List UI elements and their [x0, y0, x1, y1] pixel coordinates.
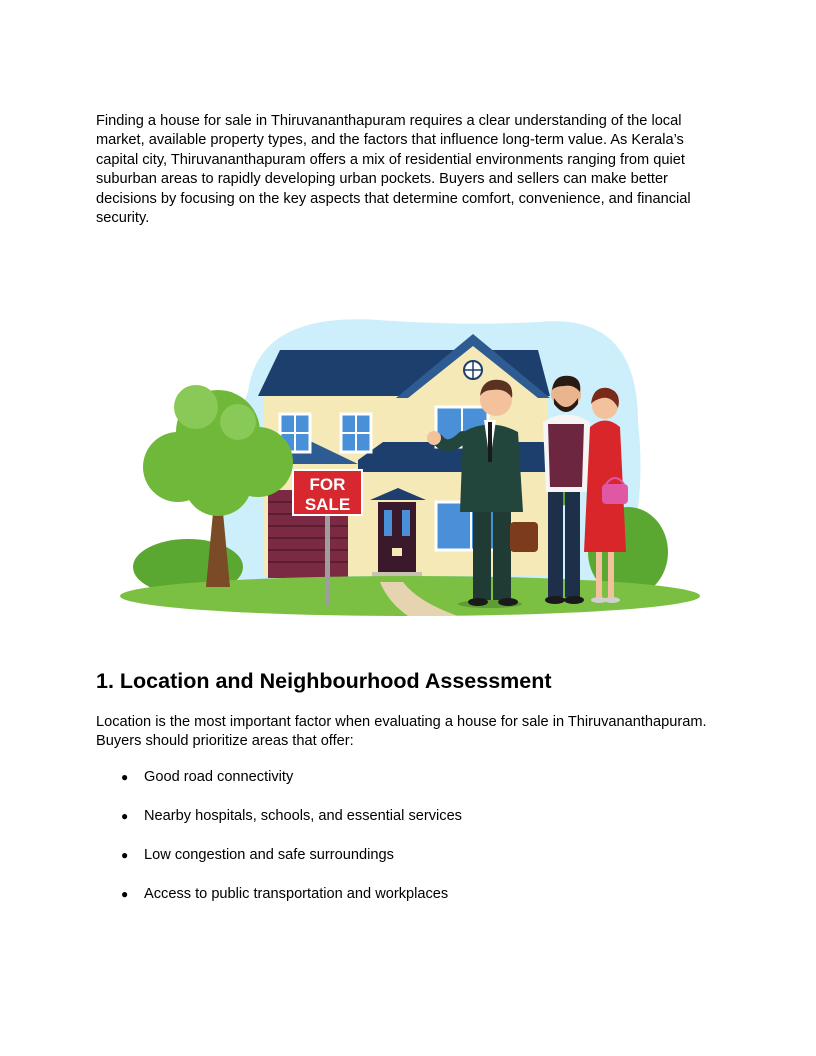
sign-text-line2: SALE — [304, 495, 351, 514]
sign-text-line1: FOR — [309, 475, 346, 494]
front-door — [378, 502, 416, 572]
sign-post — [325, 512, 330, 606]
list-item — [96, 883, 716, 922]
list-item-text: Low congestion and safe surroundings — [144, 847, 394, 863]
list-item-text: Access to public transportation and workplaces — [144, 886, 449, 902]
bullet-icon: ● — [121, 809, 129, 823]
list-item — [96, 766, 716, 805]
list-item-text: Nearby hospitals, schools, and essential services — [144, 808, 462, 824]
bullet-icon: ● — [121, 887, 129, 901]
section-heading: 1. Location and Neighbourhood Assessment — [96, 669, 552, 693]
bullet-icon: ● — [121, 770, 129, 784]
section-paragraph: Location is the most important factor when evaluating a house for sale in Thiruvananthapuram. Buyers should prioritize areas that offer: — [96, 714, 707, 750]
list-item — [96, 844, 716, 883]
bullet-list — [96, 766, 716, 922]
bullet-icon: ● — [121, 848, 129, 862]
list-item-text: Good road connectivity — [144, 769, 294, 785]
list-item — [96, 805, 716, 844]
house-for-sale-illustration — [118, 312, 702, 622]
intro-paragraph: Finding a house for sale in Thiruvananthapuram requires a clear understanding of the local market, available property types, and the factors that influence long-term value. As Kerala’s capital city, Thiruvananthapuram offers a mix of residential environments ranging from quiet suburban areas to rapidly developing urban pockets. Buyers and sellers can make better decisions by focusing on the key aspects that determine comfort, convenience, and financial security. — [96, 113, 691, 227]
